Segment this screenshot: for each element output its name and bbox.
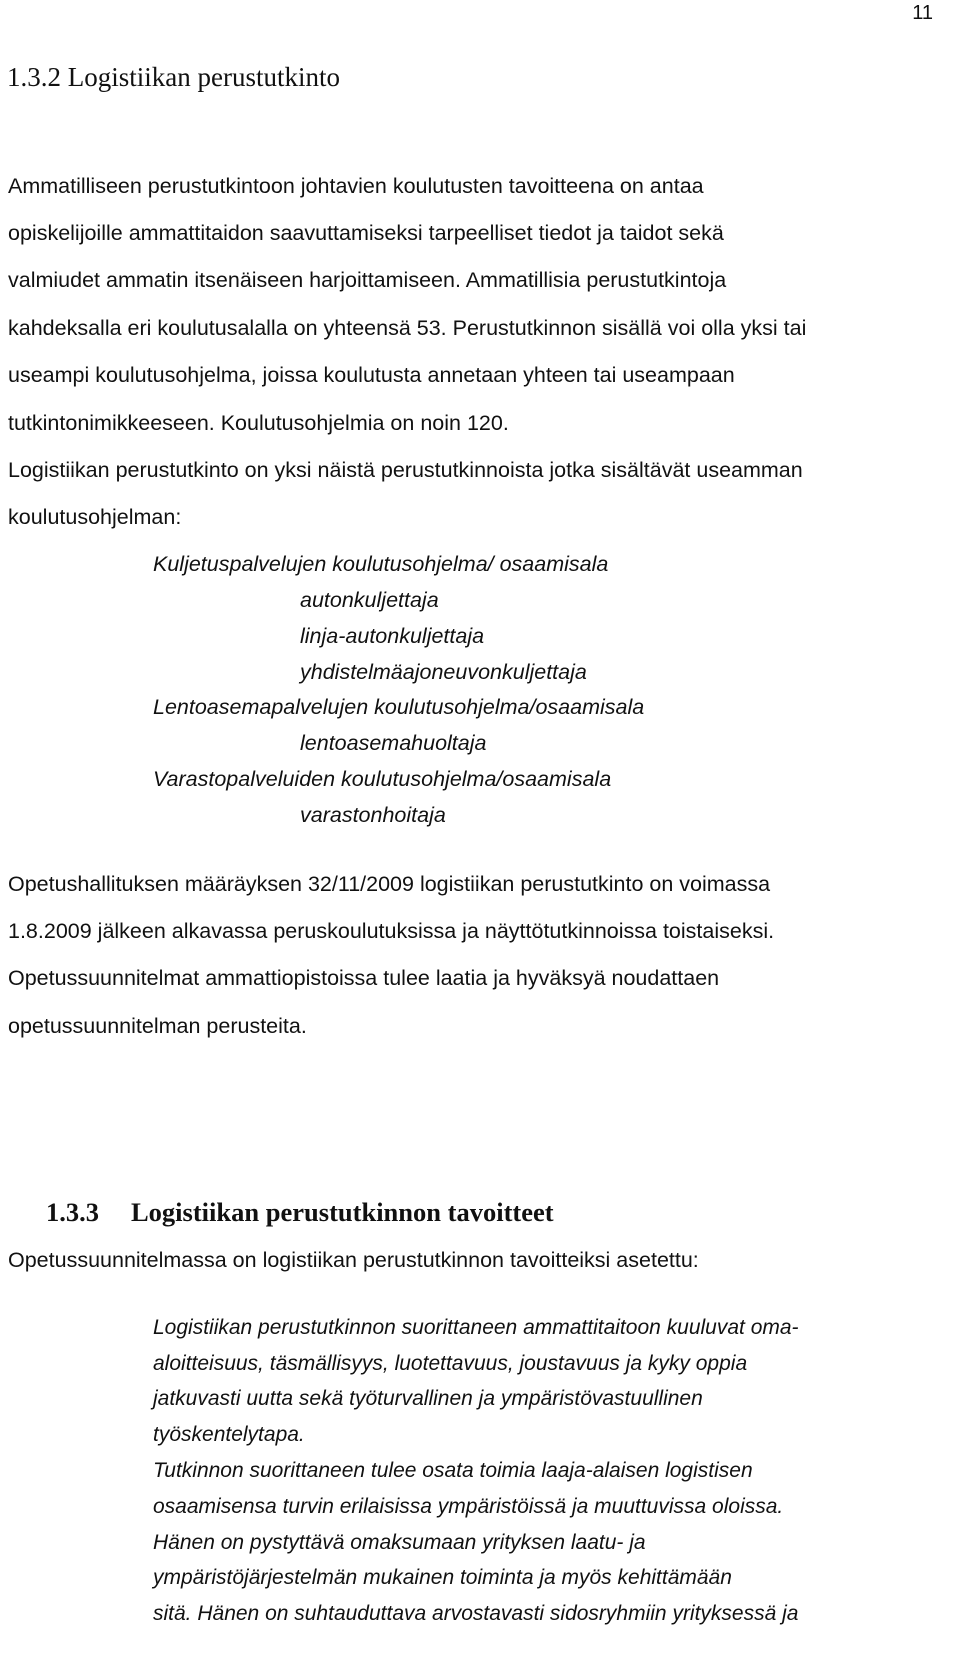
paragraph-line: opetussuunnitelman perusteita. — [8, 1014, 307, 1038]
paragraph-line: koulutusohjelman: — [8, 505, 182, 529]
paragraph-line: 1.8.2009 jälkeen alkavassa peruskoulutuksissa ja näyttötutkinnoissa toistaiseksi. — [8, 919, 775, 943]
page-number: 11 — [912, 2, 933, 24]
paragraph-line: Opetussuunnitelmat ammattiopistoissa tulee laatia ja hyväksyä noudattaen — [8, 966, 720, 990]
section-title: Logistiikan perustutkinnon tavoitteet — [131, 1197, 554, 1227]
quote-line: Logistiikan perustutkinnon suorittaneen ammattitaitoon kuuluvat oma- — [153, 1316, 799, 1339]
paragraph-line: Logistiikan perustutkinto on yksi näistä perustutkinnoista jotka sisältävät useamman — [8, 458, 803, 482]
quote-line: aloitteisuus, täsmällisyys, luotettavuus, joustavuus ja kyky oppia — [153, 1352, 748, 1375]
program-title: autonkuljettaja — [300, 588, 439, 612]
program-name: Kuljetuspalvelujen koulutusohjelma/ osaamisala — [153, 552, 609, 576]
paragraph-line: Opetushallituksen määräyksen 32/11/2009 logistiikan perustutkinto on voimassa — [8, 872, 771, 896]
paragraph-line: opiskelijoille ammattitaidon saavuttamiseksi tarpeelliset tiedot ja taidot sekä — [8, 221, 724, 245]
quote-line: Tutkinnon suorittaneen tulee osata toimia laaja-alaisen logistisen — [153, 1459, 753, 1482]
quote-line: jatkuvasti uutta sekä työturvallinen ja ympäristövastuullinen — [153, 1387, 703, 1410]
section-number: 1.3.3 — [46, 1197, 99, 1227]
quote-line: sitä. Hänen on suhtauduttava arvostavasti sidosryhmiin yrityksessä ja — [153, 1602, 799, 1625]
paragraph-line: Ammatilliseen perustutkintoon johtavien koulutusten tavoitteena on antaa — [8, 174, 704, 198]
intro-line: Opetussuunnitelmassa on logistiikan perustutkinnon tavoitteiksi asetettu: — [8, 1248, 699, 1272]
paragraph-line: valmiudet ammatin itsenäiseen harjoittamiseen. Ammatillisia perustutkintoja — [8, 268, 727, 292]
section-heading-1-3-3 — [46, 1197, 554, 1228]
program-title: varastonhoitaja — [300, 803, 446, 827]
program-title: linja-autonkuljettaja — [300, 624, 485, 648]
program-title: yhdistelmäajoneuvonkuljettaja — [300, 660, 587, 684]
quote-line: osaamisensa turvin erilaisissa ympäristöissä ja muuttuvissa oloissa. — [153, 1495, 784, 1518]
section-heading-1-3-2: 1.3.2 Logistiikan perustutkinto — [7, 62, 340, 92]
paragraph-line: useampi koulutusohjelma, joissa koulutusta annetaan yhteen tai useampaan — [8, 363, 735, 387]
program-title: lentoasemahuoltaja — [300, 731, 487, 755]
paragraph-line: kahdeksalla eri koulutusalalla on yhteensä 53. Perustutkinnon sisällä voi olla yksi tai — [8, 316, 807, 340]
quote-line: työskentelytapa. — [153, 1423, 305, 1446]
paragraph-line: tutkintonimikkeeseen. Koulutusohjelmia on noin 120. — [8, 411, 509, 435]
program-name: Lentoasemapalvelujen koulutusohjelma/osaamisala — [153, 695, 645, 719]
quote-line: ympäristöjärjestelmän mukainen toiminta ja myös kehittämään — [153, 1566, 732, 1589]
quote-line: Hänen on pystyttävä omaksumaan yrityksen laatu- ja — [153, 1531, 646, 1554]
program-name: Varastopalveluiden koulutusohjelma/osaamisala — [153, 767, 612, 791]
